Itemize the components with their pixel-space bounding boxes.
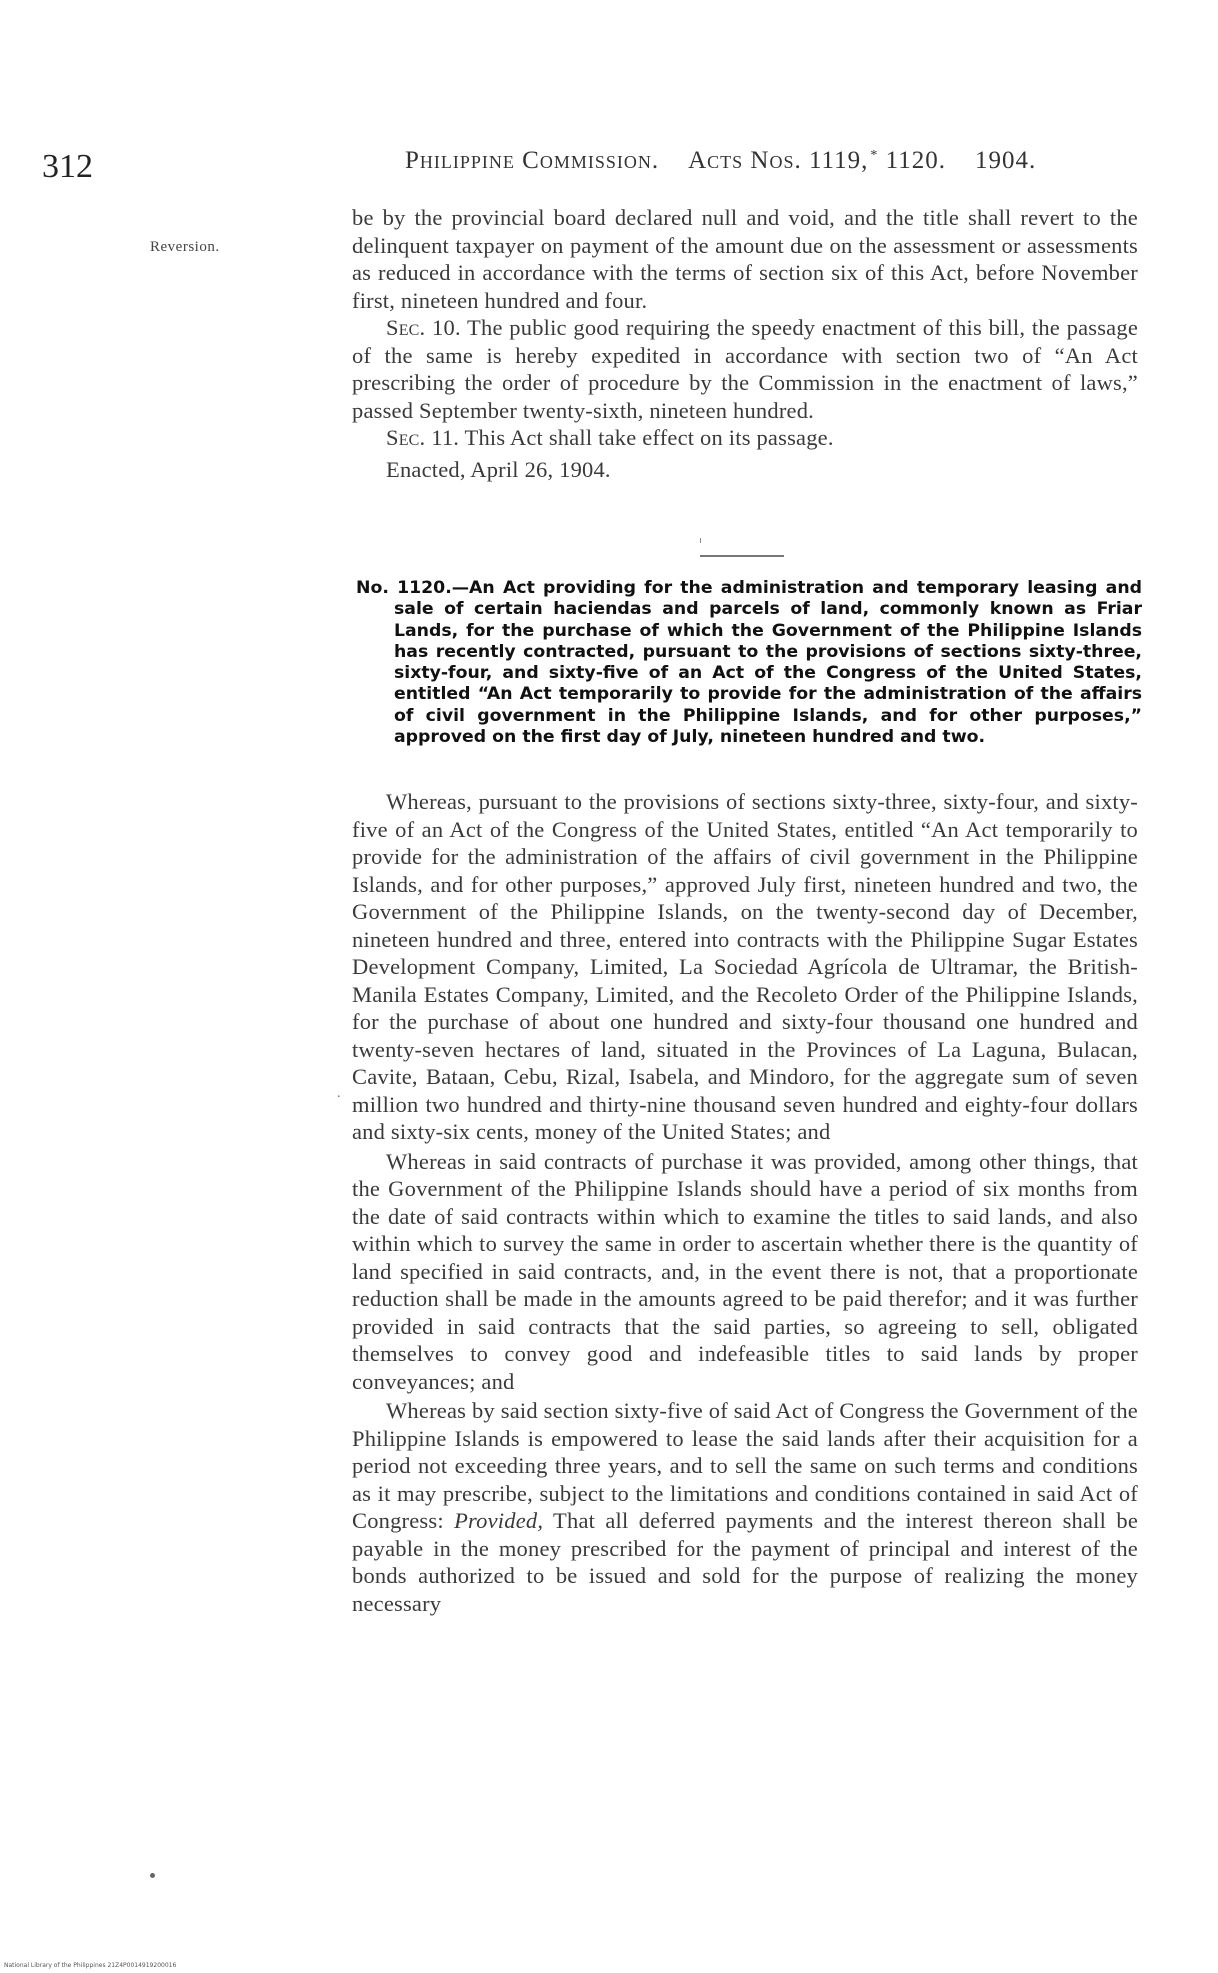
whereas-paragraph-3 <box>352 1397 1138 1617</box>
whereas-paragraph-1: Whereas, pursuant to the provisions of sections sixty-three, sixty-four, and sixty-five of an Act of the Congress of the United States, entitled “An Act temporarily to provide for the administration of the affairs of civil government in the Philippine Islands, and for other purposes,” approved July first, nineteen hundred and two, the Government of the Philippine Islands, on the twenty-second day of December, nineteen hundred and three, entered into contracts with the Philippine Sugar Estates Development Company, Limited, La Sociedad Agrícola de Ultramar, the British-Manila Estates Company, Limited, and the Recoleto Order of the Philippine Islands, for the purchase of about one hundred and sixty-four thousand one hundred and twenty-seven hectares of land, situated in the Provinces of La Laguna, Bulacan, Cavite, Bataan, Cebu, Rizal, Isabela, and Mindoro, for the aggregate sum of seven million two hundred and thirty-nine thousand seven hundred and eighty-four dollars and sixty-six cents, money of the United States; and <box>352 789 1138 1144</box>
separator-tick <box>700 538 701 543</box>
act-1120-heading-text: No. 1120.—An Act providing for the administration and temporary leasing and sale of certain haciendas and parcels of land, commonly known as Friar Lands, for the purchase of which the Government of the Philippine Islands has recently contracted, pursuant to the provisions of sections sixty-three, sixty-four, and sixty-five of an Act of the Congress of the United States, entitled “An Act temporarily to provide for the administration of the affairs of civil government in the Philippine Islands, and for other purposes,” approved on the first day of July, nineteen hundred and two. <box>356 578 1142 748</box>
section-10 <box>352 314 1138 424</box>
margin-dot-mark: . <box>337 1086 341 1101</box>
section-11-text: This Act shall take effect on its passage. <box>464 425 834 450</box>
page-number: 312 <box>42 148 93 185</box>
stray-dot <box>150 1873 155 1878</box>
enacted-date: Enacted, April 26, 1904. <box>386 456 611 482</box>
provided-italic: Provided, <box>454 1508 544 1533</box>
whereas-clauses <box>352 788 1138 1617</box>
continued-act-text <box>352 204 1138 483</box>
act-1120-heading <box>356 578 1142 748</box>
section-10-text: The public good requiring the speedy enactment of this bill, the passage of the same is hereby expedited in accordance with section two of “An Act prescribing the order of procedure by the Commission in the enactment of laws,” passed September twenty-sixth, nineteen hundred. <box>352 315 1139 423</box>
running-head-star: * <box>870 147 879 163</box>
whereas-paragraph-3-part-b: That all deferred payments and the interest thereon shall be payable in the money prescribed for the payment of principal and interest of the bonds authorized to be issued and sold for the purpose of realizing the money necessary <box>352 1508 1139 1616</box>
running-head-acts-2: 1120. <box>885 147 946 174</box>
scan-footer: National Library of the Philippines 21Z4P0014919200016 <box>4 1962 177 1969</box>
section-10-label: Sec. 10. <box>386 315 461 340</box>
reversion-paragraph: be by the provincial board declared null and void, and the title shall revert to the delinquent taxpayer on payment of the amount due on the assessment or assessments as reduced in accordance with the terms of section six of this Act, before November first, nineteen hundred and four. <box>352 205 1138 313</box>
running-head-title: Philippine Commission. <box>405 147 660 174</box>
whereas-paragraph-2: Whereas in said contracts of purchase it was provided, among other things, that the Government of the Philippine Islands should have a period of six months from the date of said contracts within which to examine the titles to said lands, and also within which to survey the same in order to ascertain whether there is the quantity of land specified in said contracts, and, in the event there is not, that a proportionate reduction shall be made in the amounts agreed to be paid therefor; and it was further provided in said contracts that the said parties, so agreeing to sell, obligated themselves to convey good and indefeasible titles to said lands by proper conveyances; and <box>352 1148 1138 1394</box>
separator-rule <box>700 555 784 557</box>
running-head <box>405 147 1036 175</box>
margin-note-reversion: Reversion. <box>150 239 220 255</box>
running-head-acts: Acts Nos. 1119, <box>688 147 869 174</box>
section-11-label: Sec. 11. <box>386 425 460 450</box>
running-head-year: 1904. <box>974 147 1037 174</box>
section-11 <box>352 424 1138 452</box>
whereas-paragraph-3-part-a: Whereas by said section sixty-five of said Act of Congress the Government of the Philippine Islands is empowered to lease the said lands after their acquisition for a period not exceeding three years, and to sell the same on such terms and conditions as it may prescribe, subject to the limitations and conditions contained in said Act of Congress: <box>352 1398 1138 1533</box>
